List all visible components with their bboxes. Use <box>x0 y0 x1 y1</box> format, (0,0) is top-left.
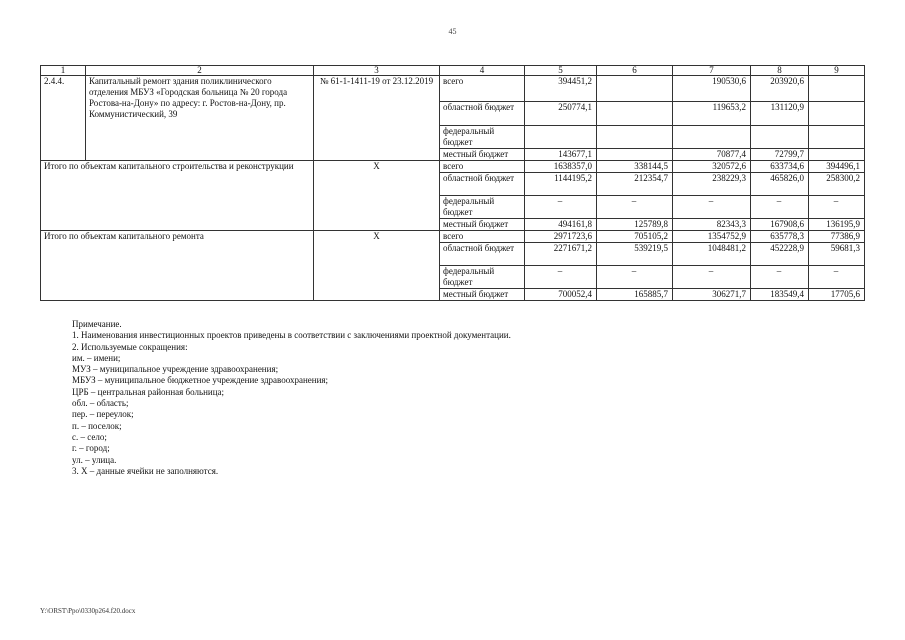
note-line: им. – имени; <box>72 352 121 363</box>
budget-label: местный бюджет <box>440 149 525 161</box>
note-line: МУЗ – муниципальное учреждение здравоохранения; <box>72 364 279 375</box>
item-code: 2.4.4. <box>41 76 86 161</box>
value-cell: 125789,8 <box>597 219 673 231</box>
budget-label: федеральный бюджет <box>440 266 525 289</box>
value-cell <box>809 102 865 126</box>
note-line: ЦРБ – центральная районная больница; <box>72 386 225 397</box>
header-cell: 7 <box>673 66 751 76</box>
file-path-footer: Y:\ORST\Ppo\0330p264.f20.docx <box>40 607 136 615</box>
budget-label: областной бюджет <box>440 243 525 266</box>
value-cell: – <box>597 266 673 289</box>
item-doc: № 61-1-1411-19 от 23.12.2019 <box>314 76 440 161</box>
value-cell <box>525 126 597 149</box>
note-line: г. – город; <box>72 443 110 454</box>
value-cell: 203920,6 <box>751 76 809 102</box>
note-line: пер. – переулок; <box>72 409 134 420</box>
header-cell: 5 <box>525 66 597 76</box>
value-cell <box>809 126 865 149</box>
value-cell <box>597 149 673 161</box>
value-cell: 1048481,2 <box>673 243 751 266</box>
header-cell: 4 <box>440 66 525 76</box>
value-cell: 143677,1 <box>525 149 597 161</box>
value-cell <box>597 76 673 102</box>
value-cell: 306271,7 <box>673 289 751 301</box>
value-cell: 338144,5 <box>597 161 673 173</box>
item-title: Капитальный ремонт здания поликлинического отделения МБУЗ «Городская больница № 20 города Ростова-на-Дону» по адресу: г. Ростов-на-Дону, пр. Коммунистический, 39 <box>86 76 314 161</box>
value-cell: 465826,0 <box>751 173 809 196</box>
page-number: 45 <box>448 27 457 36</box>
value-cell: 82343,3 <box>673 219 751 231</box>
budget-label: областной бюджет <box>440 102 525 126</box>
value-cell: 700052,4 <box>525 289 597 301</box>
value-cell: 70877,4 <box>673 149 751 161</box>
value-cell: – <box>809 196 865 219</box>
table-row <box>41 231 865 243</box>
value-cell: 131120,9 <box>751 102 809 126</box>
table-row <box>41 76 865 102</box>
value-cell <box>809 149 865 161</box>
header-cell: 6 <box>597 66 673 76</box>
budget-label: областной бюджет <box>440 173 525 196</box>
header-cell: 9 <box>809 66 865 76</box>
note-line: 3. Х – данные ячейки не заполняются. <box>72 465 219 476</box>
value-cell: 705105,2 <box>597 231 673 243</box>
value-cell: 136195,9 <box>809 219 865 231</box>
value-cell: 238229,3 <box>673 173 751 196</box>
value-cell: 320572,6 <box>673 161 751 173</box>
budget-label: всего <box>440 161 525 173</box>
table-row <box>41 161 865 173</box>
value-cell: 633734,6 <box>751 161 809 173</box>
value-cell: 635778,3 <box>751 231 809 243</box>
value-cell <box>673 126 751 149</box>
value-cell: 165885,7 <box>597 289 673 301</box>
total-repair-doc: Х <box>314 231 440 301</box>
value-cell: – <box>525 196 597 219</box>
note-line: п. – поселок; <box>72 420 122 431</box>
value-cell <box>597 102 673 126</box>
total-construction-doc: Х <box>314 161 440 231</box>
value-cell: 1144195,2 <box>525 173 597 196</box>
note-line: ул. – улица. <box>72 454 117 465</box>
value-cell <box>751 126 809 149</box>
budget-label: федеральный бюджет <box>440 196 525 219</box>
budget-label: местный бюджет <box>440 289 525 301</box>
value-cell: 190530,6 <box>673 76 751 102</box>
header-row <box>41 66 865 76</box>
note-line: 2. Используемые сокращения: <box>72 341 188 352</box>
value-cell: 183549,4 <box>751 289 809 301</box>
note-line: МБУЗ – муниципальное бюджетное учреждение здравоохранения; <box>72 375 329 386</box>
value-cell: – <box>673 196 751 219</box>
value-cell: 250774,1 <box>525 102 597 126</box>
value-cell <box>809 76 865 102</box>
header-cell: 8 <box>751 66 809 76</box>
budget-label: всего <box>440 231 525 243</box>
value-cell: 59681,3 <box>809 243 865 266</box>
value-cell: 1638357,0 <box>525 161 597 173</box>
value-cell: 167908,6 <box>751 219 809 231</box>
value-cell: – <box>751 196 809 219</box>
value-cell: 1354752,9 <box>673 231 751 243</box>
header-cell: 3 <box>314 66 440 76</box>
value-cell: 2271671,2 <box>525 243 597 266</box>
note-line: с. – село; <box>72 431 107 442</box>
total-construction-title: Итого по объектам капитального строительства и реконструкции <box>41 161 314 231</box>
notes-heading: Примечание. <box>72 319 122 329</box>
value-cell <box>597 126 673 149</box>
budget-label: всего <box>440 76 525 102</box>
value-cell: 494161,8 <box>525 219 597 231</box>
value-cell: 258300,2 <box>809 173 865 196</box>
total-repair-title: Итого по объектам капитального ремонта <box>41 231 314 301</box>
value-cell: 77386,9 <box>809 231 865 243</box>
value-cell: – <box>597 196 673 219</box>
value-cell: – <box>673 266 751 289</box>
value-cell: 394496,1 <box>809 161 865 173</box>
header-cell: 1 <box>41 66 86 76</box>
value-cell: 17705,6 <box>809 289 865 301</box>
budget-label: федеральный бюджет <box>440 126 525 149</box>
investment-table <box>40 65 865 301</box>
value-cell: 452228,9 <box>751 243 809 266</box>
budget-label: местный бюджет <box>440 219 525 231</box>
value-cell: 212354,7 <box>597 173 673 196</box>
note-line: 1. Наименования инвестиционных проектов приведены в соответствии с заключениями проектной документации. <box>72 330 511 341</box>
value-cell: 2971723,6 <box>525 231 597 243</box>
value-cell: 394451,2 <box>525 76 597 102</box>
value-cell: – <box>751 266 809 289</box>
note-line: обл. – область; <box>72 398 129 409</box>
value-cell: – <box>809 266 865 289</box>
value-cell: 539219,5 <box>597 243 673 266</box>
notes-block <box>72 319 511 477</box>
value-cell: 119653,2 <box>673 102 751 126</box>
value-cell: – <box>525 266 597 289</box>
header-cell: 2 <box>86 66 314 76</box>
value-cell: 72799,7 <box>751 149 809 161</box>
